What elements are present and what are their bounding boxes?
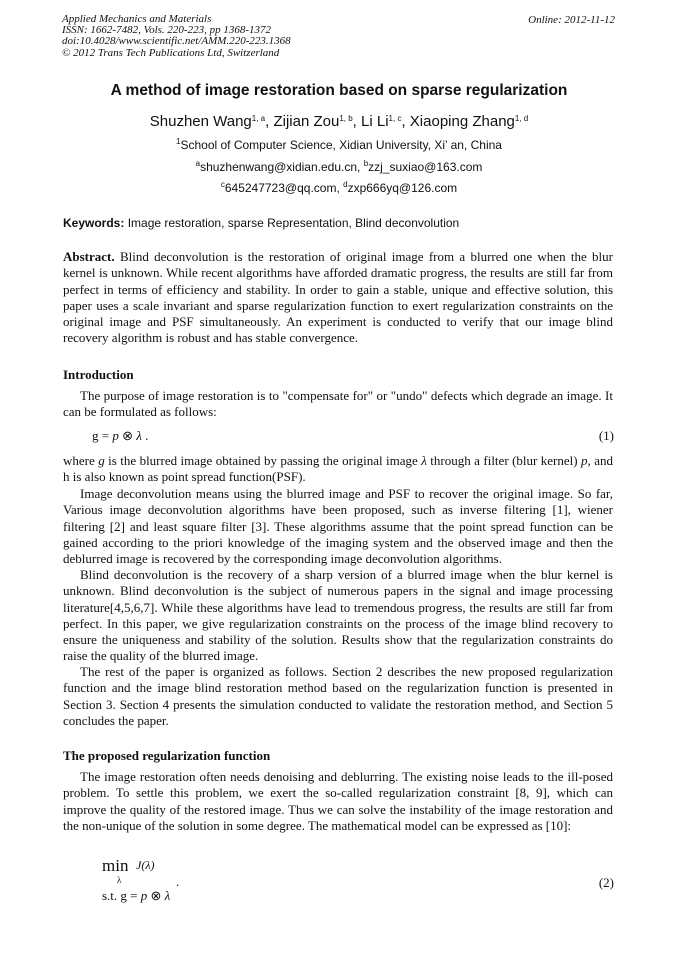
journal-header: [62, 14, 291, 59]
equation-1-number: (1): [598, 428, 614, 443]
keywords-text: Image restoration, sparse Representation, Blind deconvolution: [127, 216, 460, 230]
introduction-heading: Introduction: [63, 367, 134, 382]
paper-title: A method of image restoration based on sparse regularization: [110, 82, 568, 99]
abstract-text: Blind deconvolution is the restoration of original image from a blurred one when the blur kernel is unknown. While recent algorithms have afforded dramatic progress, the results are still far from perfect in terms of efficiency and stability. In order to gain a stable, unique and effective solution, this paper uses a scale invariant and sparse regularization function to exert regularization constraints on the original image and PSF simultaneously. An experiment is conducted to verify that our image blind recovery algorithm is robust and has stable convergence.: [63, 249, 613, 346]
author-sup: 1, d: [514, 114, 529, 123]
intro-paragraph-4: Blind deconvolution is the recovery of a sharp version of a blurred image when the blur kernel is unknown. Blind deconvolution is the subject of numerous papers in the signal and image processing literature[4,5,6,7]. While these algorithms have lead to tremendous progress, the results are still far from perfect. In this paper, we give regularization constraints on the process of the image blind recovery to ensure the uniqueness and stability of the solution. Results show that the regularization constraints do raise the quality of the blurred image.: [63, 567, 613, 664]
author-sup: 1, a: [251, 114, 266, 123]
section2-paragraph-1: The image restoration often needs denoising and deblurring. The existing noise leads to the ill-posed problem. To settle this problem, we exert the so-called regularization constraint [8, 9], which can improve the quality of the restored image. Thus we can solve the instability of the image restoration and the non-unique of the solution in some degree. The mathematical model can be expressed as [10]:: [63, 769, 613, 833]
author-name: Xiaoping Zhang: [409, 113, 515, 130]
author-name: Shuzhen Wang: [149, 113, 252, 130]
intro-paragraph-5: The rest of the paper is organized as follows. Section 2 describes the new proposed regularization function and the image blind restoration method based on the regularization function is presented in Section 3. Section 4 presents the simulation conducted to validate the restoration method, and Section 5 concludes the paper.: [63, 664, 613, 728]
author-list: Shuzhen Wang$^{1, a}$, Zijian Zou$^{1, b}$, Li Li$^{1, c}$, Xiaoping Zhang$^{1, d}$: [149, 113, 529, 130]
author-name: Li Li: [361, 113, 389, 130]
keywords: [63, 216, 459, 230]
affiliation: $^1$School of Computer Science, Xidian University, Xi’ an, China: [176, 137, 502, 152]
email-b: zzj_suxiao@163.com: [368, 160, 483, 174]
online-date: Online: 2012-11-12: [528, 14, 615, 26]
email-d: zxp666yq@126.com: [347, 181, 458, 195]
intro-paragraph-3: Image deconvolution means using the blurred image and PSF to recover the original image. So far, Various image deconvolution algorithms have been proposed, such as inverse filtering [1], wiener filtering [2] and least square filter [3]. These algorithms assume that the point spread function can be gained according to the priori knowledge of the imaging system and the observed image and then the deblurred image is recovered by the corresponding image deconvolution algorithms.: [63, 486, 613, 567]
author-sup: 1, b: [339, 114, 353, 123]
keywords-label: Keywords:: [63, 216, 125, 230]
intro-paragraph-2: where g is the blurred image obtained by passing the original image λ through a filter (blur kernel) p, and h is also known as point spread function(PSF).: [63, 453, 614, 485]
email-c: 645247723@qq.com,: [224, 181, 344, 195]
doi-line: doi:10.4028/www.scientific.net/AMM.220-223.1368: [62, 35, 291, 48]
equation-2-dot: .: [176, 874, 180, 889]
equation-2-objective: J(λ): [136, 858, 155, 872]
abstract-label: Abstract.: [63, 249, 115, 264]
intro-paragraph-1: The purpose of image restoration is to "compensate for" or "undo" defects which degrade an image. It can be formulated as follows:: [63, 388, 613, 420]
equation-1: g = p ⊗ λ .: [92, 428, 149, 443]
email-line-1: $^a$shuzhenwang@xidian.edu.cn, $^b$zzj_suxiao@163.com: [195, 159, 483, 174]
section2-heading: The proposed regularization function: [63, 748, 271, 763]
author-sup: 1, c: [388, 114, 402, 123]
equation-2-constraint: s.t. g = p ⊗ λ: [102, 888, 171, 903]
journal-name: Applied Mechanics and Materials: [62, 13, 212, 25]
abstract: [63, 249, 613, 347]
issn-line: ISSN: 1662-7482, Vols. 220-223, pp 1368-1372: [62, 24, 271, 37]
copyright-line: © 2012 Trans Tech Publications Ltd, Switzerland: [62, 46, 280, 59]
equation-2-min: min: [102, 856, 129, 875]
equation-2-number: (2): [598, 875, 614, 890]
email-line-2: $^c$645247723@qq.com, $^d$zxp666yq@126.com: [220, 180, 458, 195]
equation-2-min-subscript: λ: [117, 875, 122, 885]
author-name: Zijian Zou: [273, 113, 340, 130]
email-a: shuzhenwang@xidian.edu.cn,: [200, 160, 364, 174]
